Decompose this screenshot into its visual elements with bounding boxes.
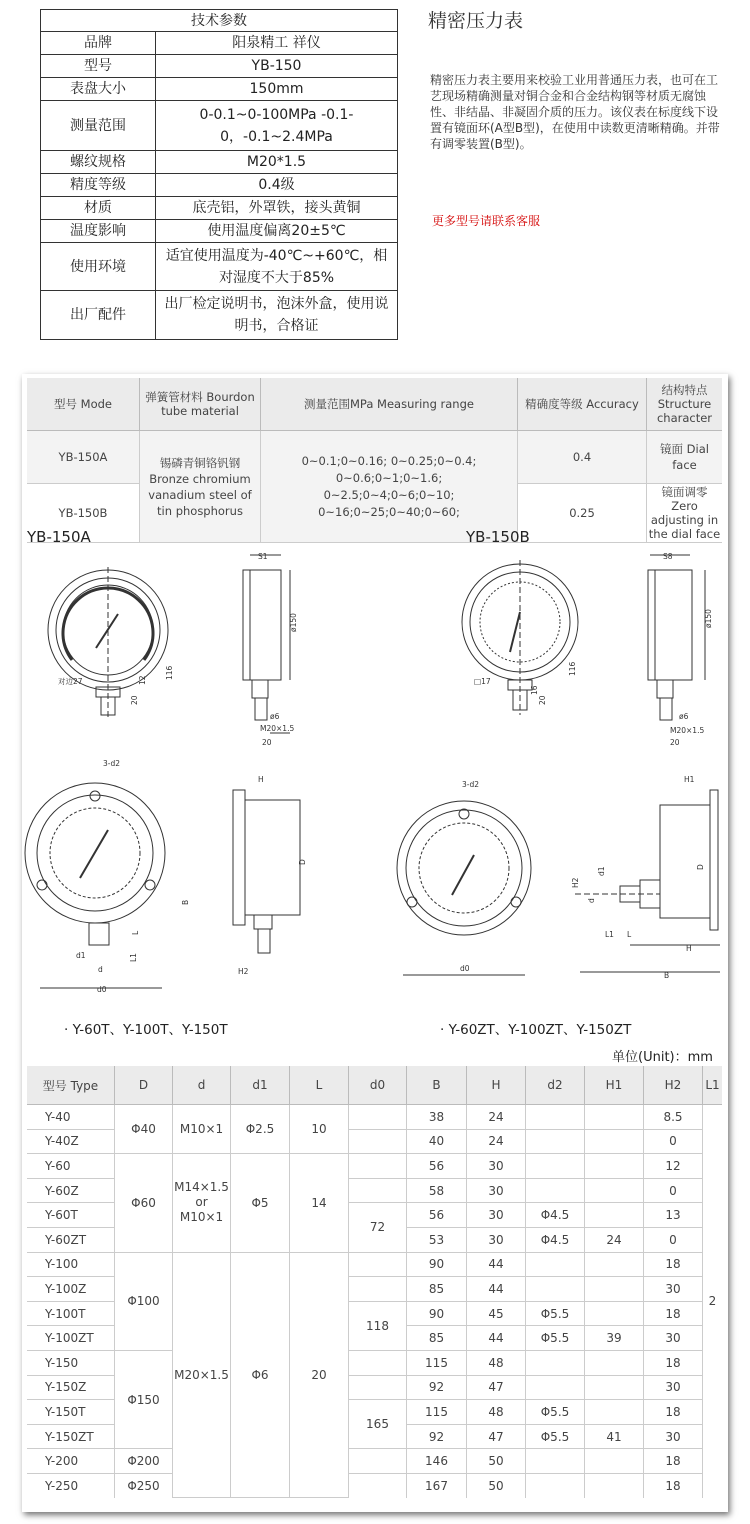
header-model: 型号 Mode	[27, 378, 140, 431]
spec-header: 技术参数	[41, 10, 398, 32]
spec-value: 阳泉精工 祥仪	[156, 32, 398, 55]
H-cell: 47	[467, 1424, 526, 1449]
dim-phi150-b: ø150	[704, 609, 713, 628]
H-cell: 24	[467, 1129, 526, 1154]
H1-cell	[585, 1400, 644, 1425]
B-cell: 56	[407, 1203, 467, 1228]
H2-cell: 18	[644, 1252, 703, 1277]
B-cell: 92	[407, 1375, 467, 1400]
B-cell: 53	[407, 1227, 467, 1252]
D-cell: Φ150	[115, 1350, 173, 1448]
dim-116-b: 116	[568, 661, 577, 676]
dim-m20-b: M20×1.5	[670, 726, 705, 735]
col-L1: L1	[703, 1066, 723, 1105]
H-cell: 24	[467, 1105, 526, 1130]
d1-cell: Φ5	[231, 1154, 290, 1252]
H-cell: 47	[467, 1375, 526, 1400]
H1-cell	[585, 1203, 644, 1228]
d2-cell	[526, 1473, 585, 1497]
range-cell: 0~0.1;0~0.16; 0~0.25;0~0.4; 0~0.6;0~1;0~1.6; 0~2.5;0~4;0~6;0~10; 0~16;0~25;0~40;0~60;	[261, 431, 518, 543]
type-cell: Y-200	[27, 1449, 115, 1474]
H-cell: 30	[467, 1203, 526, 1228]
table-row	[27, 1449, 722, 1474]
table-row	[27, 1154, 722, 1179]
type-cell: Y-150ZT	[27, 1424, 115, 1449]
d2-cell	[526, 1154, 585, 1179]
H1-cell	[585, 1154, 644, 1179]
dim-d-big-zt: D	[696, 864, 705, 870]
H1-cell: 41	[585, 1424, 644, 1449]
d0-cell: 165	[349, 1400, 407, 1449]
d-cell: M10×1	[173, 1105, 231, 1154]
dim-d1-t: d1	[76, 951, 86, 960]
dim-phi6-a: ø6	[270, 712, 280, 721]
intro-text: 精密压力表主要用来校验工业用普通压力表，也可在工艺现场精确测量对铜合金和合金结构钢等材质无腐蚀性、非结晶、非凝固介质的压力。该仪表在标度线下设置有镜面环(A型B型)，在使用中读数更清晰精确。并带有调零装置(B型)。	[430, 73, 720, 151]
H1-cell	[585, 1449, 644, 1474]
H-cell: 45	[467, 1301, 526, 1326]
L-cell: 20	[290, 1252, 349, 1497]
dim-b-t: B	[181, 899, 190, 905]
H-cell: 30	[467, 1227, 526, 1252]
H-cell: 44	[467, 1252, 526, 1277]
spec-key: 型号	[41, 55, 156, 78]
unit-label: 单位(Unit)：mm	[612, 1050, 713, 1065]
model-cell: YB-150B	[27, 484, 140, 543]
d2-cell: Φ5.5	[526, 1301, 585, 1326]
structure-cell: 镜面 Dial face	[647, 431, 723, 484]
L1-cell: 2	[708, 1294, 717, 1309]
d2-cell: Φ4.5	[526, 1227, 585, 1252]
dim-3d2-t: 3-d2	[103, 759, 121, 768]
series-left: · Y-60T、Y-100T、Y-150T	[64, 1022, 228, 1038]
header-material: 弹簧管材料 Bourdon tube material	[140, 378, 261, 431]
spec-key: 出厂配件	[41, 291, 156, 340]
spec-value: 使用温度偏离20±5℃	[156, 220, 398, 243]
D-cell: Φ250	[115, 1473, 173, 1497]
header-structure: 结构特点 Structure character	[647, 378, 723, 431]
H2-cell: 30	[644, 1326, 703, 1351]
H2-cell: 18	[644, 1473, 703, 1497]
H2-cell: 18	[644, 1449, 703, 1474]
spec-value: 150mm	[156, 78, 398, 101]
spec-value: 0-0.1~0-100MPa -0.1-0，-0.1~2.4MPa	[156, 101, 398, 151]
spec-key: 材质	[41, 197, 156, 220]
d2-cell: Φ5.5	[526, 1326, 585, 1351]
B-cell: 56	[407, 1154, 467, 1179]
type-cell: Y-60	[27, 1154, 115, 1179]
gauge-t-side	[233, 790, 300, 953]
d0-cell: 72	[349, 1203, 407, 1252]
spec-value: 出厂检定说明书，泡沫外盒，使用说明书，合格证	[156, 291, 398, 340]
d2-cell	[526, 1105, 585, 1130]
dim-d-t: d	[98, 965, 103, 974]
d2-cell	[526, 1375, 585, 1400]
H2-cell: 30	[644, 1277, 703, 1302]
dim-h-t: H	[258, 775, 264, 784]
gauge-b-side	[648, 555, 705, 720]
dim-phi6-b: ø6	[679, 712, 689, 721]
H2-cell: 18	[644, 1350, 703, 1375]
dim-h2-t: H2	[238, 967, 249, 976]
spec-value: 适宜使用温度为-40℃~+60℃，相对湿度不大于85%	[156, 243, 398, 291]
d2-cell: Φ5.5	[526, 1424, 585, 1449]
spec-key: 温度影响	[41, 220, 156, 243]
H2-cell: 18	[644, 1400, 703, 1425]
header-range: 测量范围MPa Measuring range	[261, 378, 518, 431]
d2-cell	[526, 1178, 585, 1203]
col-H1: H1	[585, 1066, 644, 1105]
col-d: d	[173, 1066, 231, 1105]
contact-link[interactable]: 更多型号请联系客服	[432, 214, 541, 228]
dim-l1-t: L1	[129, 953, 138, 962]
dim-h2-zt: H2	[571, 877, 580, 888]
H2-cell: 12	[644, 1154, 703, 1179]
type-cell: Y-150Z	[27, 1375, 115, 1400]
B-cell: 167	[407, 1473, 467, 1497]
B-cell: 40	[407, 1129, 467, 1154]
dim-16: 16	[530, 685, 539, 695]
col-H: H	[467, 1066, 526, 1105]
dim-phi150-a: ø150	[289, 613, 298, 632]
H1-cell	[585, 1350, 644, 1375]
D-cell: Φ60	[115, 1154, 173, 1252]
intro-title: 精密压力表	[428, 10, 524, 32]
H2-cell: 30	[644, 1424, 703, 1449]
table-row	[27, 1473, 722, 1497]
H1-cell	[585, 1105, 644, 1130]
H1-cell: 39	[585, 1326, 644, 1351]
col-L: L	[290, 1066, 349, 1105]
d2-cell: Φ5.5	[526, 1400, 585, 1425]
col-D: D	[115, 1066, 173, 1105]
table-row	[27, 1350, 722, 1375]
dim-b-zt: B	[664, 971, 670, 980]
spec-key: 测量范围	[41, 101, 156, 151]
type-cell: Y-150T	[27, 1400, 115, 1425]
d2-cell	[526, 1277, 585, 1302]
d2-cell	[526, 1350, 585, 1375]
dim-d0-zt: d0	[460, 964, 470, 973]
dim-m20-a: M20×1.5	[260, 724, 295, 733]
col-d1: d1	[231, 1066, 290, 1105]
d1-cell: Φ2.5	[231, 1105, 290, 1154]
dim-d-big-t: D	[298, 859, 307, 865]
dim-s8: S8	[663, 552, 673, 561]
B-cell: 115	[407, 1350, 467, 1375]
dim-d-zt: d	[587, 898, 596, 903]
type-cell: Y-100ZT	[27, 1326, 115, 1351]
model-cell: YB-150A	[27, 431, 140, 484]
gauge-zt-side	[575, 790, 720, 972]
table-row	[27, 1105, 722, 1130]
dim-l-zt: L	[627, 930, 632, 939]
D-cell: Φ40	[115, 1105, 173, 1154]
H1-cell	[585, 1473, 644, 1497]
dim-d1-zt: d1	[597, 866, 606, 876]
H2-cell: 0	[644, 1227, 703, 1252]
H1-cell	[585, 1178, 644, 1203]
dim-116-a: 116	[165, 665, 174, 680]
spec-key: 表盘大小	[41, 78, 156, 101]
B-cell: 115	[407, 1400, 467, 1425]
B-cell: 90	[407, 1252, 467, 1277]
dim-h-zt: H	[686, 944, 692, 953]
table-row	[27, 1252, 722, 1277]
spec-key: 使用环境	[41, 243, 156, 291]
series-right: · Y-60ZT、Y-100ZT、Y-150ZT	[440, 1022, 632, 1038]
spec-key: 螺纹规格	[41, 151, 156, 174]
col-d2: d2	[526, 1066, 585, 1105]
dim-d0-t: d0	[97, 985, 107, 994]
spec-key: 品牌	[41, 32, 156, 55]
header-accuracy: 精确度等级 Accuracy	[518, 378, 647, 431]
H-cell: 30	[467, 1154, 526, 1179]
H-cell: 48	[467, 1350, 526, 1375]
dimensions-table	[27, 1066, 722, 1498]
H-cell: 48	[467, 1400, 526, 1425]
H-cell: 44	[467, 1326, 526, 1351]
H2-cell: 8.5	[644, 1105, 703, 1130]
type-cell: Y-40	[27, 1105, 115, 1130]
type-cell: Y-100Z	[27, 1277, 115, 1302]
col-B: B	[407, 1066, 467, 1105]
gauge-a-side	[243, 555, 290, 733]
H1-cell	[585, 1129, 644, 1154]
d-cell: M20×1.5	[173, 1252, 231, 1497]
dim-20-a: 20	[130, 695, 139, 705]
col-d0: d0	[349, 1066, 407, 1105]
dim-3d2-zt: 3-d2	[462, 780, 480, 789]
H1-cell	[585, 1375, 644, 1400]
accuracy-cell: 0.25	[518, 484, 647, 543]
B-cell: 92	[407, 1424, 467, 1449]
spec-value: YB-150	[156, 55, 398, 78]
dim-duibian27: 对边27	[58, 677, 83, 686]
spec-key: 精度等级	[41, 174, 156, 197]
spec-value: 底壳铝，外罩铁，接头黄铜	[156, 197, 398, 220]
spec-value: 0.4级	[156, 174, 398, 197]
dim-l1-zt: L1	[605, 930, 614, 939]
B-cell: 85	[407, 1326, 467, 1351]
type-cell: Y-60ZT	[27, 1227, 115, 1252]
gauge-t-front	[25, 783, 165, 988]
gauge-zt-front	[397, 801, 531, 975]
H2-cell: 13	[644, 1203, 703, 1228]
d-cell: M14×1.5 or M10×1	[173, 1154, 231, 1252]
D-cell: Φ200	[115, 1449, 173, 1474]
d2-cell	[526, 1449, 585, 1474]
type-cell: Y-60T	[27, 1203, 115, 1228]
H1-cell: 24	[585, 1227, 644, 1252]
H2-cell: 0	[644, 1129, 703, 1154]
gauge-a-front	[48, 567, 168, 720]
d2-cell	[526, 1129, 585, 1154]
H-cell: 50	[467, 1449, 526, 1474]
type-cell: Y-100	[27, 1252, 115, 1277]
H1-cell	[585, 1252, 644, 1277]
spec-value: M20*1.5	[156, 151, 398, 174]
d1-cell: Φ6	[231, 1252, 290, 1497]
dim-20-b-bottom: 20	[670, 738, 680, 747]
B-cell: 58	[407, 1178, 467, 1203]
dim-s1: S1	[258, 552, 268, 561]
type-cell: Y-100T	[27, 1301, 115, 1326]
col-type: 型号 Type	[27, 1066, 115, 1105]
drawing-title-right: YB-150B	[466, 528, 530, 546]
B-cell: 85	[407, 1277, 467, 1302]
structure-cell: 镜面调零 Zero adjusting in the dial face	[647, 484, 723, 543]
H1-cell	[585, 1277, 644, 1302]
H1-cell	[585, 1301, 644, 1326]
H2-cell: 0	[644, 1178, 703, 1203]
dim-c17: □17	[474, 677, 491, 686]
type-cell: Y-60Z	[27, 1178, 115, 1203]
material-cell: 锡磷青铜铬钒钢 Bronze chromium vanadium steel of tin phosphorus	[140, 431, 261, 543]
B-cell: 146	[407, 1449, 467, 1474]
L-cell: 14	[290, 1154, 349, 1252]
drawing-title-left: YB-150A	[27, 528, 91, 546]
dim-h1-zt: H1	[684, 775, 695, 784]
H-cell: 50	[467, 1473, 526, 1497]
H-cell: 30	[467, 1178, 526, 1203]
type-cell: Y-40Z	[27, 1129, 115, 1154]
H2-cell: 30	[644, 1375, 703, 1400]
col-H2: H2	[644, 1066, 703, 1105]
L-cell: 10	[290, 1105, 349, 1154]
d0-cell: 118	[349, 1301, 407, 1350]
d2-cell: Φ4.5	[526, 1203, 585, 1228]
dim-20-a-bottom: 20	[262, 738, 272, 747]
gauge-b-front	[462, 560, 578, 715]
B-cell: 90	[407, 1301, 467, 1326]
D-cell: Φ100	[115, 1252, 173, 1350]
H2-cell: 18	[644, 1301, 703, 1326]
type-cell: Y-150	[27, 1350, 115, 1375]
d2-cell	[526, 1252, 585, 1277]
dim-20-b: 20	[538, 695, 547, 705]
H-cell: 44	[467, 1277, 526, 1302]
dim-12: 12	[138, 675, 147, 685]
type-cell: Y-250	[27, 1473, 115, 1497]
B-cell: 38	[407, 1105, 467, 1130]
dim-l-t: L	[131, 930, 140, 935]
accuracy-cell: 0.4	[518, 431, 647, 484]
